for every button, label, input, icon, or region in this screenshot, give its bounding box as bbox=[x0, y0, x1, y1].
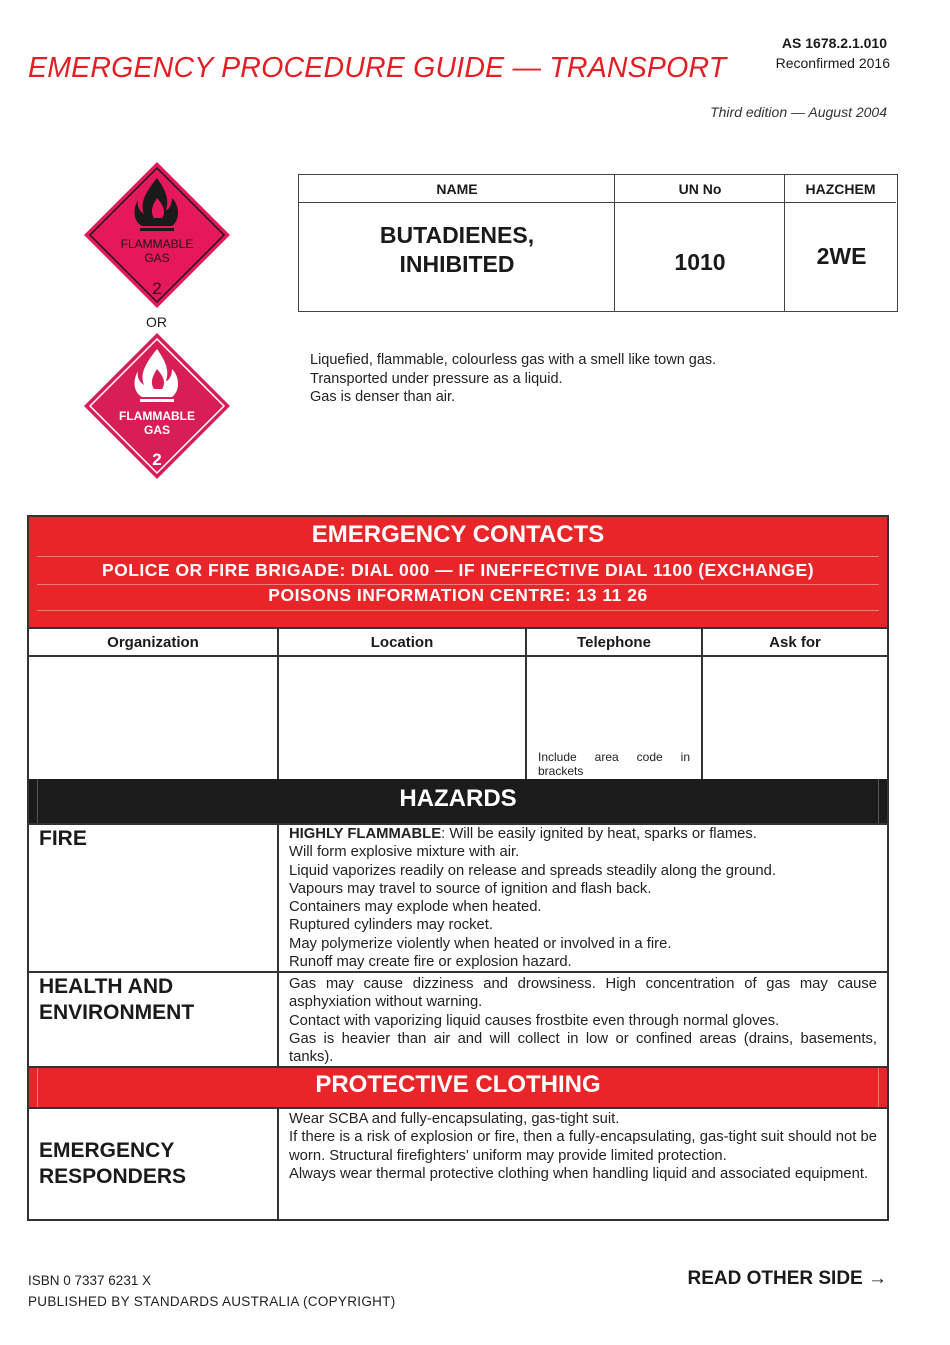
description-line: Gas is denser than air. bbox=[310, 389, 456, 405]
un-number: 1010 bbox=[674, 249, 726, 275]
protective-paragraph: Always wear thermal protective clothing when handling liquid and associated equipment. bbox=[289, 1165, 869, 1182]
health-label-line1: HEALTH AND bbox=[39, 975, 174, 998]
police-line: POLICE OR FIRE BRIGADE: DIAL 000 — IF INEFFECTIVE DIAL 1100 (EXCHANGE) bbox=[101, 560, 815, 580]
or-label: OR bbox=[146, 314, 167, 330]
health-environment-label bbox=[39, 974, 194, 1026]
fire-line: May polymerize violently when heated or involved in a fire. bbox=[289, 935, 672, 952]
description-line: Liquefied, flammable, colourless gas with a smell like town gas. bbox=[310, 352, 717, 368]
hazards-title: HAZARDS bbox=[399, 785, 517, 812]
protective-clothing-text bbox=[289, 1110, 877, 1183]
health-paragraph: Gas is heavier than air and will collect in low or confined areas (drains, basements, tanks). bbox=[289, 1030, 877, 1066]
read-other-side-link[interactable]: READ OTHER SIDE → bbox=[687, 1268, 887, 1289]
flammable-gas-placard bbox=[82, 160, 232, 310]
placard-class-number: 2 bbox=[152, 450, 162, 469]
emergency-responders-label bbox=[39, 1138, 186, 1190]
un-header: UN No bbox=[615, 175, 785, 203]
publisher-label: PUBLISHED BY STANDARDS AUSTRALIA (COPYRIGHT) bbox=[28, 1294, 396, 1309]
description-line: Transported under pressure as a liquid. bbox=[310, 370, 563, 387]
fire-line: Vapours may travel to source of ignition and flash back. bbox=[289, 880, 652, 897]
column-organization: Organization bbox=[107, 634, 199, 651]
responders-label-line2: RESPONDERS bbox=[39, 1165, 187, 1188]
column-ask-for: Ask for bbox=[769, 634, 821, 651]
highly-flammable-label: HIGHLY FLAMMABLE bbox=[289, 826, 442, 842]
protective-paragraph: If there is a risk of explosion or fire, then a fully-encapsulating, gas-tight suit should not be worn. Structural firefighters’ uniform may provide limited protection. bbox=[289, 1129, 877, 1164]
placard-line2: GAS bbox=[143, 423, 171, 437]
hazchem-code: 2WE bbox=[816, 243, 867, 269]
health-label-line2: ENVIRONMENT bbox=[39, 1001, 195, 1024]
protective-paragraph: Wear SCBA and fully-encapsulating, gas-tight suit. bbox=[289, 1111, 620, 1127]
column-location: Location bbox=[370, 634, 434, 651]
edition-label: Third edition — August 2004 bbox=[710, 104, 887, 120]
product-table bbox=[298, 174, 898, 312]
protective-clothing-band bbox=[29, 1068, 887, 1107]
fire-line: Runoff may create fire or explosion hazard. bbox=[289, 954, 572, 971]
hazards-band bbox=[29, 779, 887, 823]
fire-line: Ruptured cylinders may rocket. bbox=[289, 917, 493, 934]
placard-line2: GAS bbox=[144, 251, 170, 265]
hazchem-header: HAZCHEM bbox=[785, 175, 896, 203]
fire-line: Will form explosive mixture with air. bbox=[289, 844, 520, 861]
fire-hazards-text bbox=[289, 825, 877, 971]
name-header: NAME bbox=[299, 175, 615, 203]
fire-line: Liquid vaporizes readily on release and spreads steadily along the ground. bbox=[289, 862, 776, 879]
placard-class-number: 2 bbox=[152, 279, 162, 298]
fire-label: FIRE bbox=[39, 827, 87, 850]
fire-line: Containers may explode when heated. bbox=[289, 899, 542, 916]
protective-clothing-title: PROTECTIVE CLOTHING bbox=[315, 1071, 601, 1098]
column-telephone: Telephone bbox=[577, 634, 651, 651]
standard-code: AS 1678.2.1.010 bbox=[781, 35, 887, 51]
responders-label-line1: EMERGENCY bbox=[39, 1139, 175, 1162]
isbn-label: ISBN 0 7337 6231 X bbox=[28, 1273, 152, 1288]
product-description bbox=[310, 351, 716, 407]
poisons-line: POISONS INFORMATION CENTRE: 13 11 26 bbox=[268, 585, 648, 605]
emergency-contacts-band bbox=[29, 517, 887, 627]
health-hazards-text bbox=[289, 975, 877, 1066]
fire-lead-rest: : Will be easily ignited by heat, sparks or flames. bbox=[441, 826, 757, 842]
placard-line1: FLAMMABLE bbox=[120, 237, 194, 251]
product-name-line1: BUTADIENES, bbox=[379, 222, 535, 248]
fire-lead-line bbox=[289, 825, 877, 843]
product-name bbox=[299, 221, 615, 279]
page-title: EMERGENCY PROCEDURE GUIDE — TRANSPORT bbox=[28, 52, 727, 84]
health-paragraph: Contact with vaporizing liquid causes frostbite even through normal gloves. bbox=[289, 1012, 780, 1029]
health-paragraph: Gas may cause dizziness and drowsiness. High concentration of gas may cause asphyxiation without warning. bbox=[289, 976, 877, 1011]
flammable-gas-placard-white bbox=[82, 331, 232, 481]
telephone-note: Include area code in brackets bbox=[538, 750, 690, 778]
emergency-contacts-title: EMERGENCY CONTACTS bbox=[311, 521, 605, 548]
emergency-table bbox=[27, 515, 889, 1221]
product-name-line2: INHIBITED bbox=[399, 251, 515, 277]
placard-line1: FLAMMABLE bbox=[119, 409, 195, 423]
reconfirmed-label: Reconfirmed 2016 bbox=[775, 55, 890, 71]
